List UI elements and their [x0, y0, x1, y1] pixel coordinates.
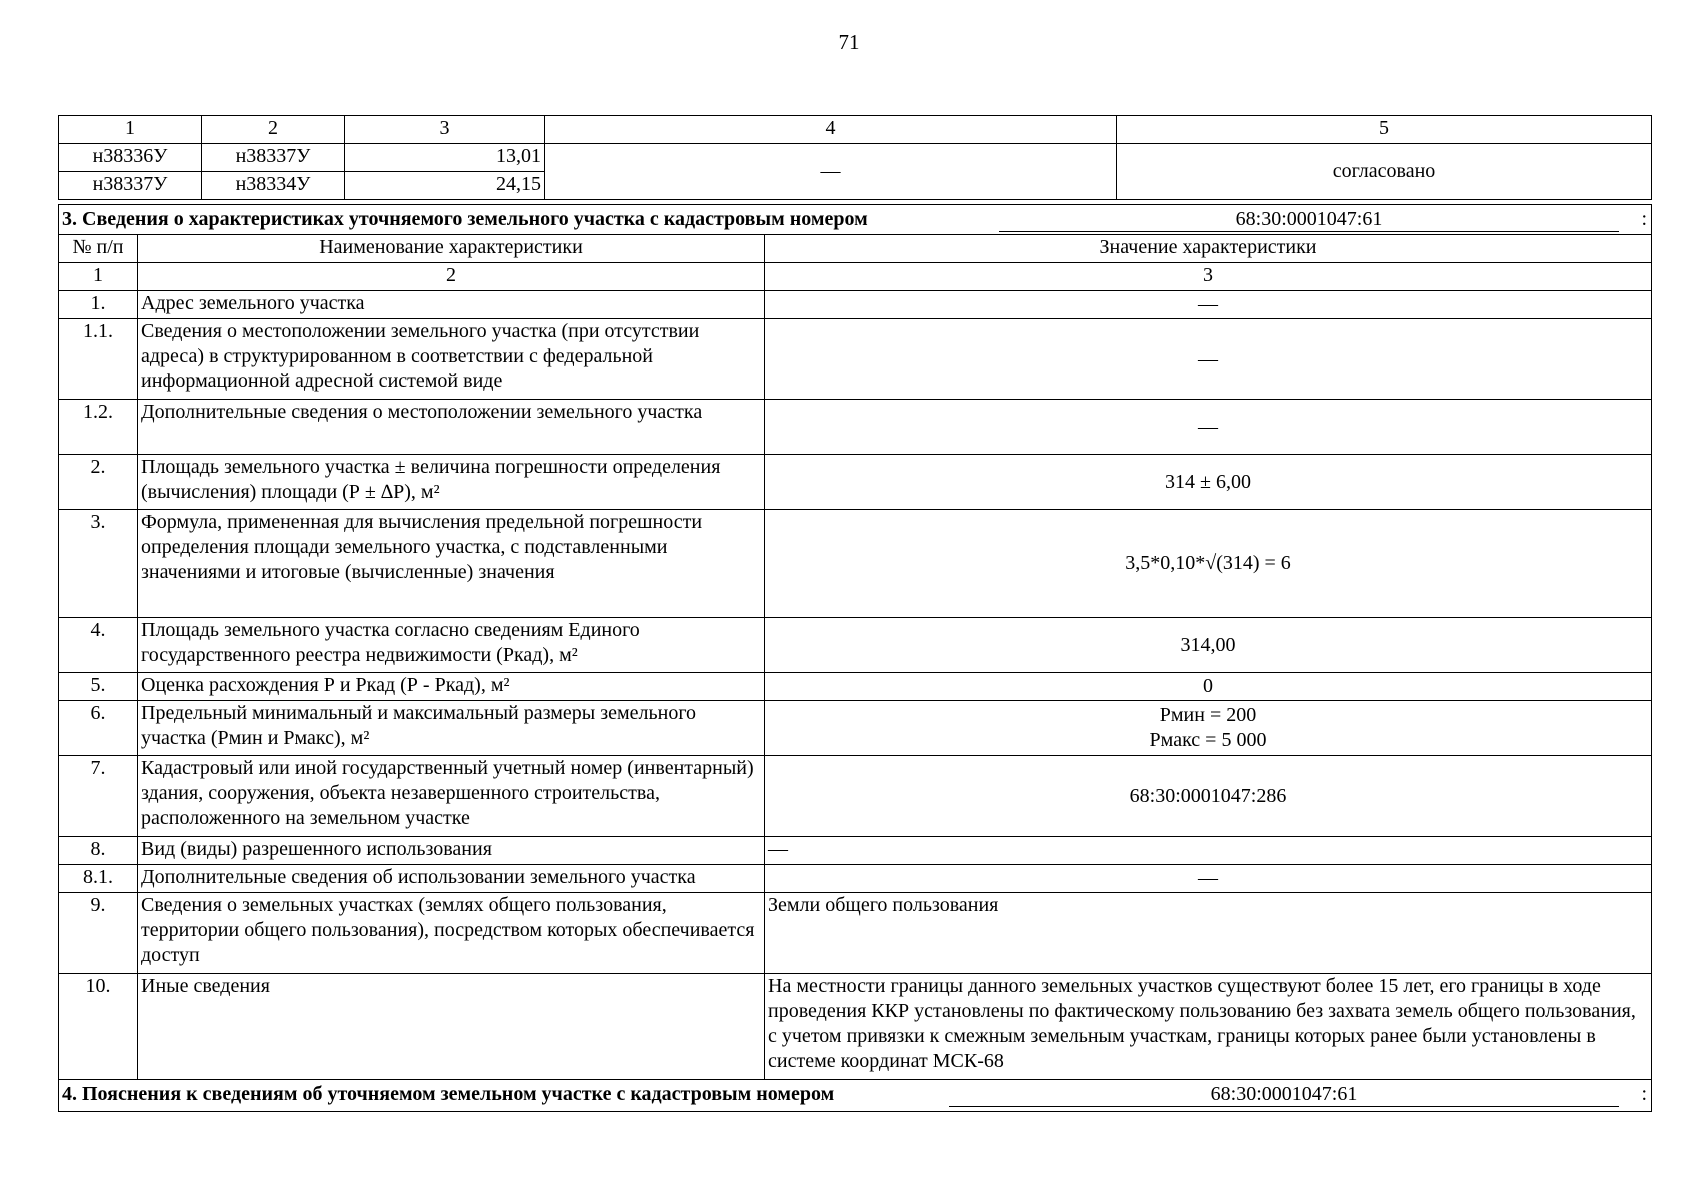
- row-name: Сведения о земельных участках (землях общего пользования, территории общего пользования), посредством которых обеспечивается доступ: [138, 893, 765, 974]
- table-row: [59, 673, 1652, 701]
- boundary-status: согласовано: [1117, 144, 1652, 200]
- table-row: [59, 400, 1652, 455]
- section4-cadastral-number: 68:30:0001047:61: [949, 1082, 1619, 1107]
- section3-colon: :: [1641, 208, 1648, 230]
- section3-header-row: [59, 205, 1652, 235]
- row-value: 314,00: [765, 618, 1652, 673]
- row-name: Иные сведения: [138, 974, 765, 1080]
- section4-title: 4. Пояснения к сведениям об уточняемом земельном участке с кадастровым номером: [62, 1083, 835, 1105]
- char-colnum-2: 2: [138, 263, 765, 291]
- row-value-line1: Рмин = 200: [1159, 704, 1257, 726]
- char-header-num: № п/п: [59, 235, 138, 263]
- page-number: 71: [838, 30, 860, 54]
- row-num: 4.: [59, 618, 138, 673]
- point-from: н38337У: [59, 172, 202, 200]
- row-num: 1.2.: [59, 400, 138, 455]
- table-row: [59, 701, 1652, 756]
- segment-length: 24,15: [345, 172, 545, 200]
- segment-length: 13,01: [345, 144, 545, 172]
- boundary-header-3: 3: [345, 116, 545, 144]
- table-row: [59, 510, 1652, 618]
- row-num: 8.: [59, 837, 138, 865]
- char-header-row: [59, 235, 1652, 263]
- row-value: Земли общего пользования: [765, 893, 1652, 974]
- row-name: Площадь земельного участка ± величина погрешности определения (вычисления) площади (Р ± ∆Р), м²: [138, 455, 765, 510]
- row-value: [765, 701, 1652, 756]
- boundary-table: [58, 115, 1652, 200]
- table-row: [59, 144, 1652, 172]
- point-to: н38334У: [202, 172, 345, 200]
- row-num: 8.1.: [59, 865, 138, 893]
- row-name: Дополнительные сведения об использовании земельного участка: [138, 865, 765, 893]
- row-value: 0: [765, 673, 1652, 701]
- table-row: [59, 291, 1652, 319]
- table-row: [59, 756, 1652, 837]
- table-row: [59, 974, 1652, 1080]
- row-value: —: [765, 837, 1652, 865]
- characteristics-table: [58, 204, 1652, 1112]
- section3-title: 3. Сведения о характеристиках уточняемого земельного участка с кадастровым номером: [62, 208, 868, 230]
- row-name: Площадь земельного участка согласно сведениям Единого государственного реестра недвижимости (Ркад), м²: [138, 618, 765, 673]
- row-value: —: [765, 319, 1652, 400]
- point-to: н38337У: [202, 144, 345, 172]
- table-row: [59, 865, 1652, 893]
- char-colnum-row: [59, 263, 1652, 291]
- row-num: 7.: [59, 756, 138, 837]
- row-name: Адрес земельного участка: [138, 291, 765, 319]
- row-name: Кадастровый или иной государственный учетный номер (инвентарный) здания, сооружения, объекта незавершенного строительства, расположенного на земельном участке: [138, 756, 765, 837]
- row-name: Формула, примененная для вычисления предельной погрешности определения площади земельного участка, с подставленными значениями и итоговые (вычисленные) значения: [138, 510, 765, 618]
- section3-cadastral-number: 68:30:0001047:61: [999, 207, 1619, 232]
- char-header-name: Наименование характеристики: [138, 235, 765, 263]
- row-value: На местности границы данного земельных участков существуют более 15 лет, его границы в ходе проведения ККР установлены по фактическому пользованию без захвата земель общего пользования, с учетом привязки к смежным земельным участкам, границы которых ранее были установлены в системе координат МСК-68: [765, 974, 1652, 1080]
- row-num: 6.: [59, 701, 138, 756]
- row-num: 9.: [59, 893, 138, 974]
- boundary-header-2: 2: [202, 116, 345, 144]
- row-num: 2.: [59, 455, 138, 510]
- table-row: [59, 319, 1652, 400]
- row-value: —: [765, 291, 1652, 319]
- row-name: Дополнительные сведения о местоположении земельного участка: [138, 400, 765, 455]
- boundary-header-row: [59, 116, 1652, 144]
- table-row: [59, 618, 1652, 673]
- char-colnum-3: 3: [765, 263, 1652, 291]
- row-value: —: [765, 400, 1652, 455]
- row-name: Сведения о местоположении земельного участка (при отсутствии адреса) в структурированном в соответствии с федеральной информационной адресной системой виде: [138, 319, 765, 400]
- boundary-header-1: 1: [59, 116, 202, 144]
- boundary-header-4: 4: [545, 116, 1117, 144]
- boundary-header-5: 5: [1117, 116, 1652, 144]
- row-value: —: [765, 865, 1652, 893]
- char-header-value: Значение характеристики: [765, 235, 1652, 263]
- section4-colon: :: [1641, 1083, 1648, 1105]
- row-num: 5.: [59, 673, 138, 701]
- char-colnum-1: 1: [59, 263, 138, 291]
- row-name: Оценка расхождения Р и Ркад (Р - Ркад), м²: [138, 673, 765, 701]
- row-num: 10.: [59, 974, 138, 1080]
- boundary-col4-value: —: [545, 144, 1117, 200]
- table-row: [59, 837, 1652, 865]
- row-name: Предельный минимальный и максимальный размеры земельного участка (Рмин и Рмакс), м²: [138, 701, 765, 756]
- row-num: 1.: [59, 291, 138, 319]
- row-num: 3.: [59, 510, 138, 618]
- row-num: 1.1.: [59, 319, 138, 400]
- table-row: [59, 893, 1652, 974]
- row-value: 3,5*0,10*√(314) = 6: [765, 510, 1652, 618]
- row-name: Вид (виды) разрешенного использования: [138, 837, 765, 865]
- table-row: [59, 455, 1652, 510]
- row-value: 68:30:0001047:286: [765, 756, 1652, 837]
- section4-header-row: [59, 1080, 1652, 1112]
- point-from: н38336У: [59, 144, 202, 172]
- row-value: 314 ± 6,00: [765, 455, 1652, 510]
- row-value-line2: Рмакс = 5 000: [1149, 729, 1267, 751]
